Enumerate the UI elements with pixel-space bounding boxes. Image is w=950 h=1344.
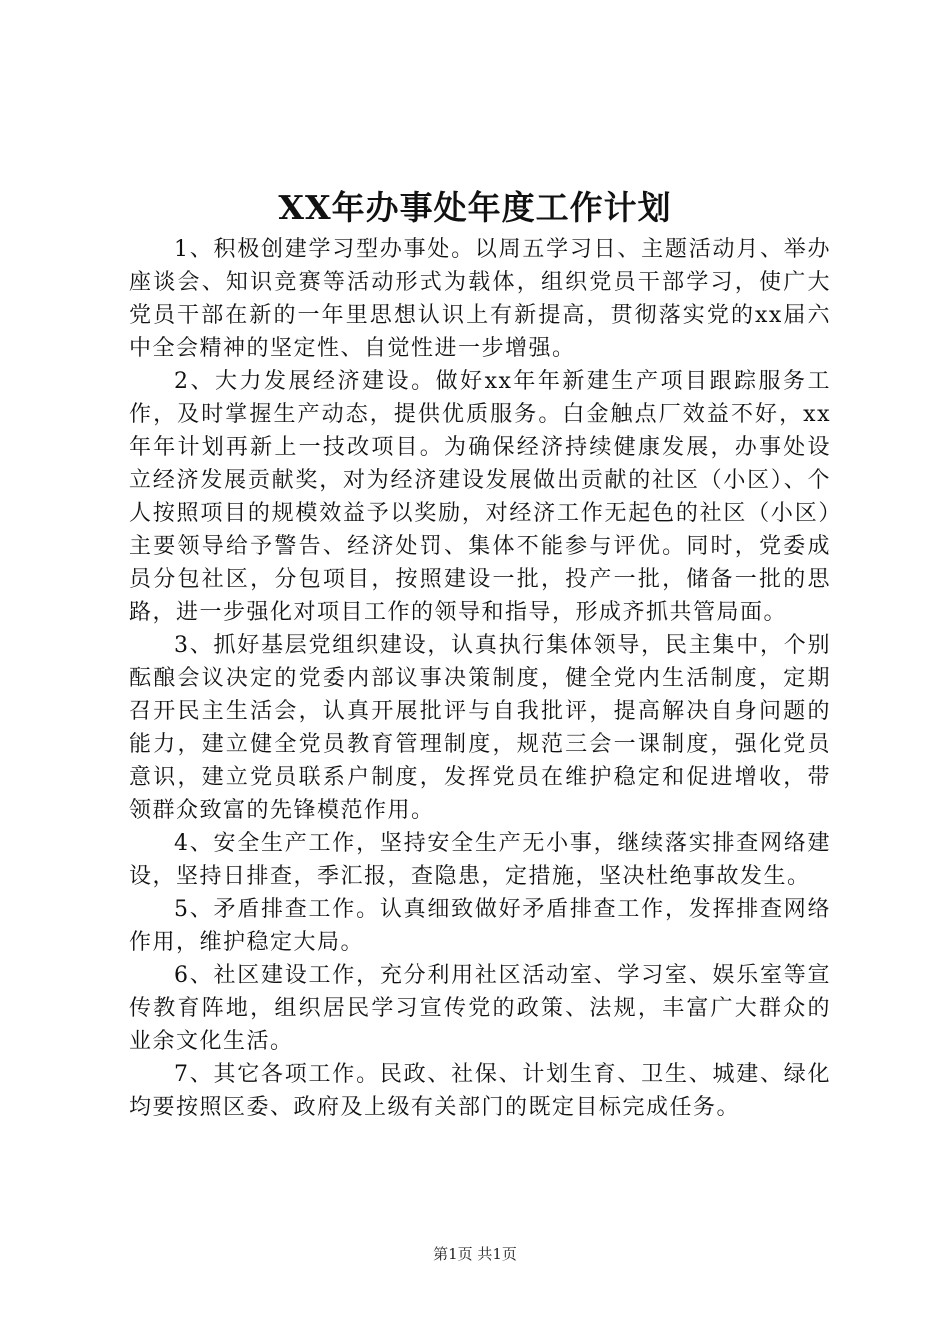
paragraph-1: 1、积极创建学习型办事处。以周五学习日、主题活动月、举办座谈会、知识竞赛等活动形式为载体，组织党员干部学习，使广大党员干部在新的一年里思想认识上有新提高，贯彻落实党的xx届六中全会精神的坚定性、自觉性进一步增强。 — [129, 237, 831, 361]
page-number-footer: 第1页 共1页 — [433, 1245, 517, 1263]
paragraph-4: 4、安全生产工作，坚持安全生产无小事，继续落实排查网络建设，坚持日排查，季汇报，查隐患，定措施，坚决杜绝事故发生。 — [129, 831, 831, 889]
document-body — [129, 233, 831, 1124]
paragraph-3: 3、抓好基层党组织建设，认真执行集体领导，民主集中，个别酝酿会议决定的党委内部议事决策制度，健全党内生活制度，定期召开民主生活会，认真开展批评与自我批评，提高解决自身问题的能力，建立健全党员教育管理制度，规范三会一课制度，强化党员意识，建立党员联系户制度，发挥党员在维护稳定和促进增收，带领群众致富的先锋模范作用。 — [129, 633, 831, 823]
paragraph-6: 6、社区建设工作，充分利用社区活动室、学习室、娱乐室等宣传教育阵地，组织居民学习宣传党的政策、法规，丰富广大群众的业余文化生活。 — [129, 963, 831, 1054]
paragraph-7: 7、其它各项工作。民政、社保、计划生育、卫生、城建、绿化均要按照区委、政府及上级有关部门的既定目标完成任务。 — [129, 1062, 831, 1120]
paragraph-2: 2、大力发展经济建设。做好xx年年新建生产项目跟踪服务工作，及时掌握生产动态，提供优质服务。白金触点厂效益不好，xx年年计划再新上一技改项目。为确保经济持续健康发展，办事处设立经济发展贡献奖，对为经济建设发展做出贡献的社区（小区）、个人按照项目的规模效益予以奖励，对经济工作无起色的社区（小区）主要领导给予警告、经济处罚、集体不能参与评优。同时，党委成员分包社区，分包项目，按照建设一批，投产一批，储备一批的思路，进一步强化对项目工作的领导和指导，形成齐抓共管局面。 — [129, 369, 831, 625]
paragraph-5: 5、矛盾排查工作。认真细致做好矛盾排查工作，发挥排查网络作用，维护稳定大局。 — [129, 897, 831, 955]
document-title: XX年办事处年度工作计划 — [278, 188, 672, 227]
